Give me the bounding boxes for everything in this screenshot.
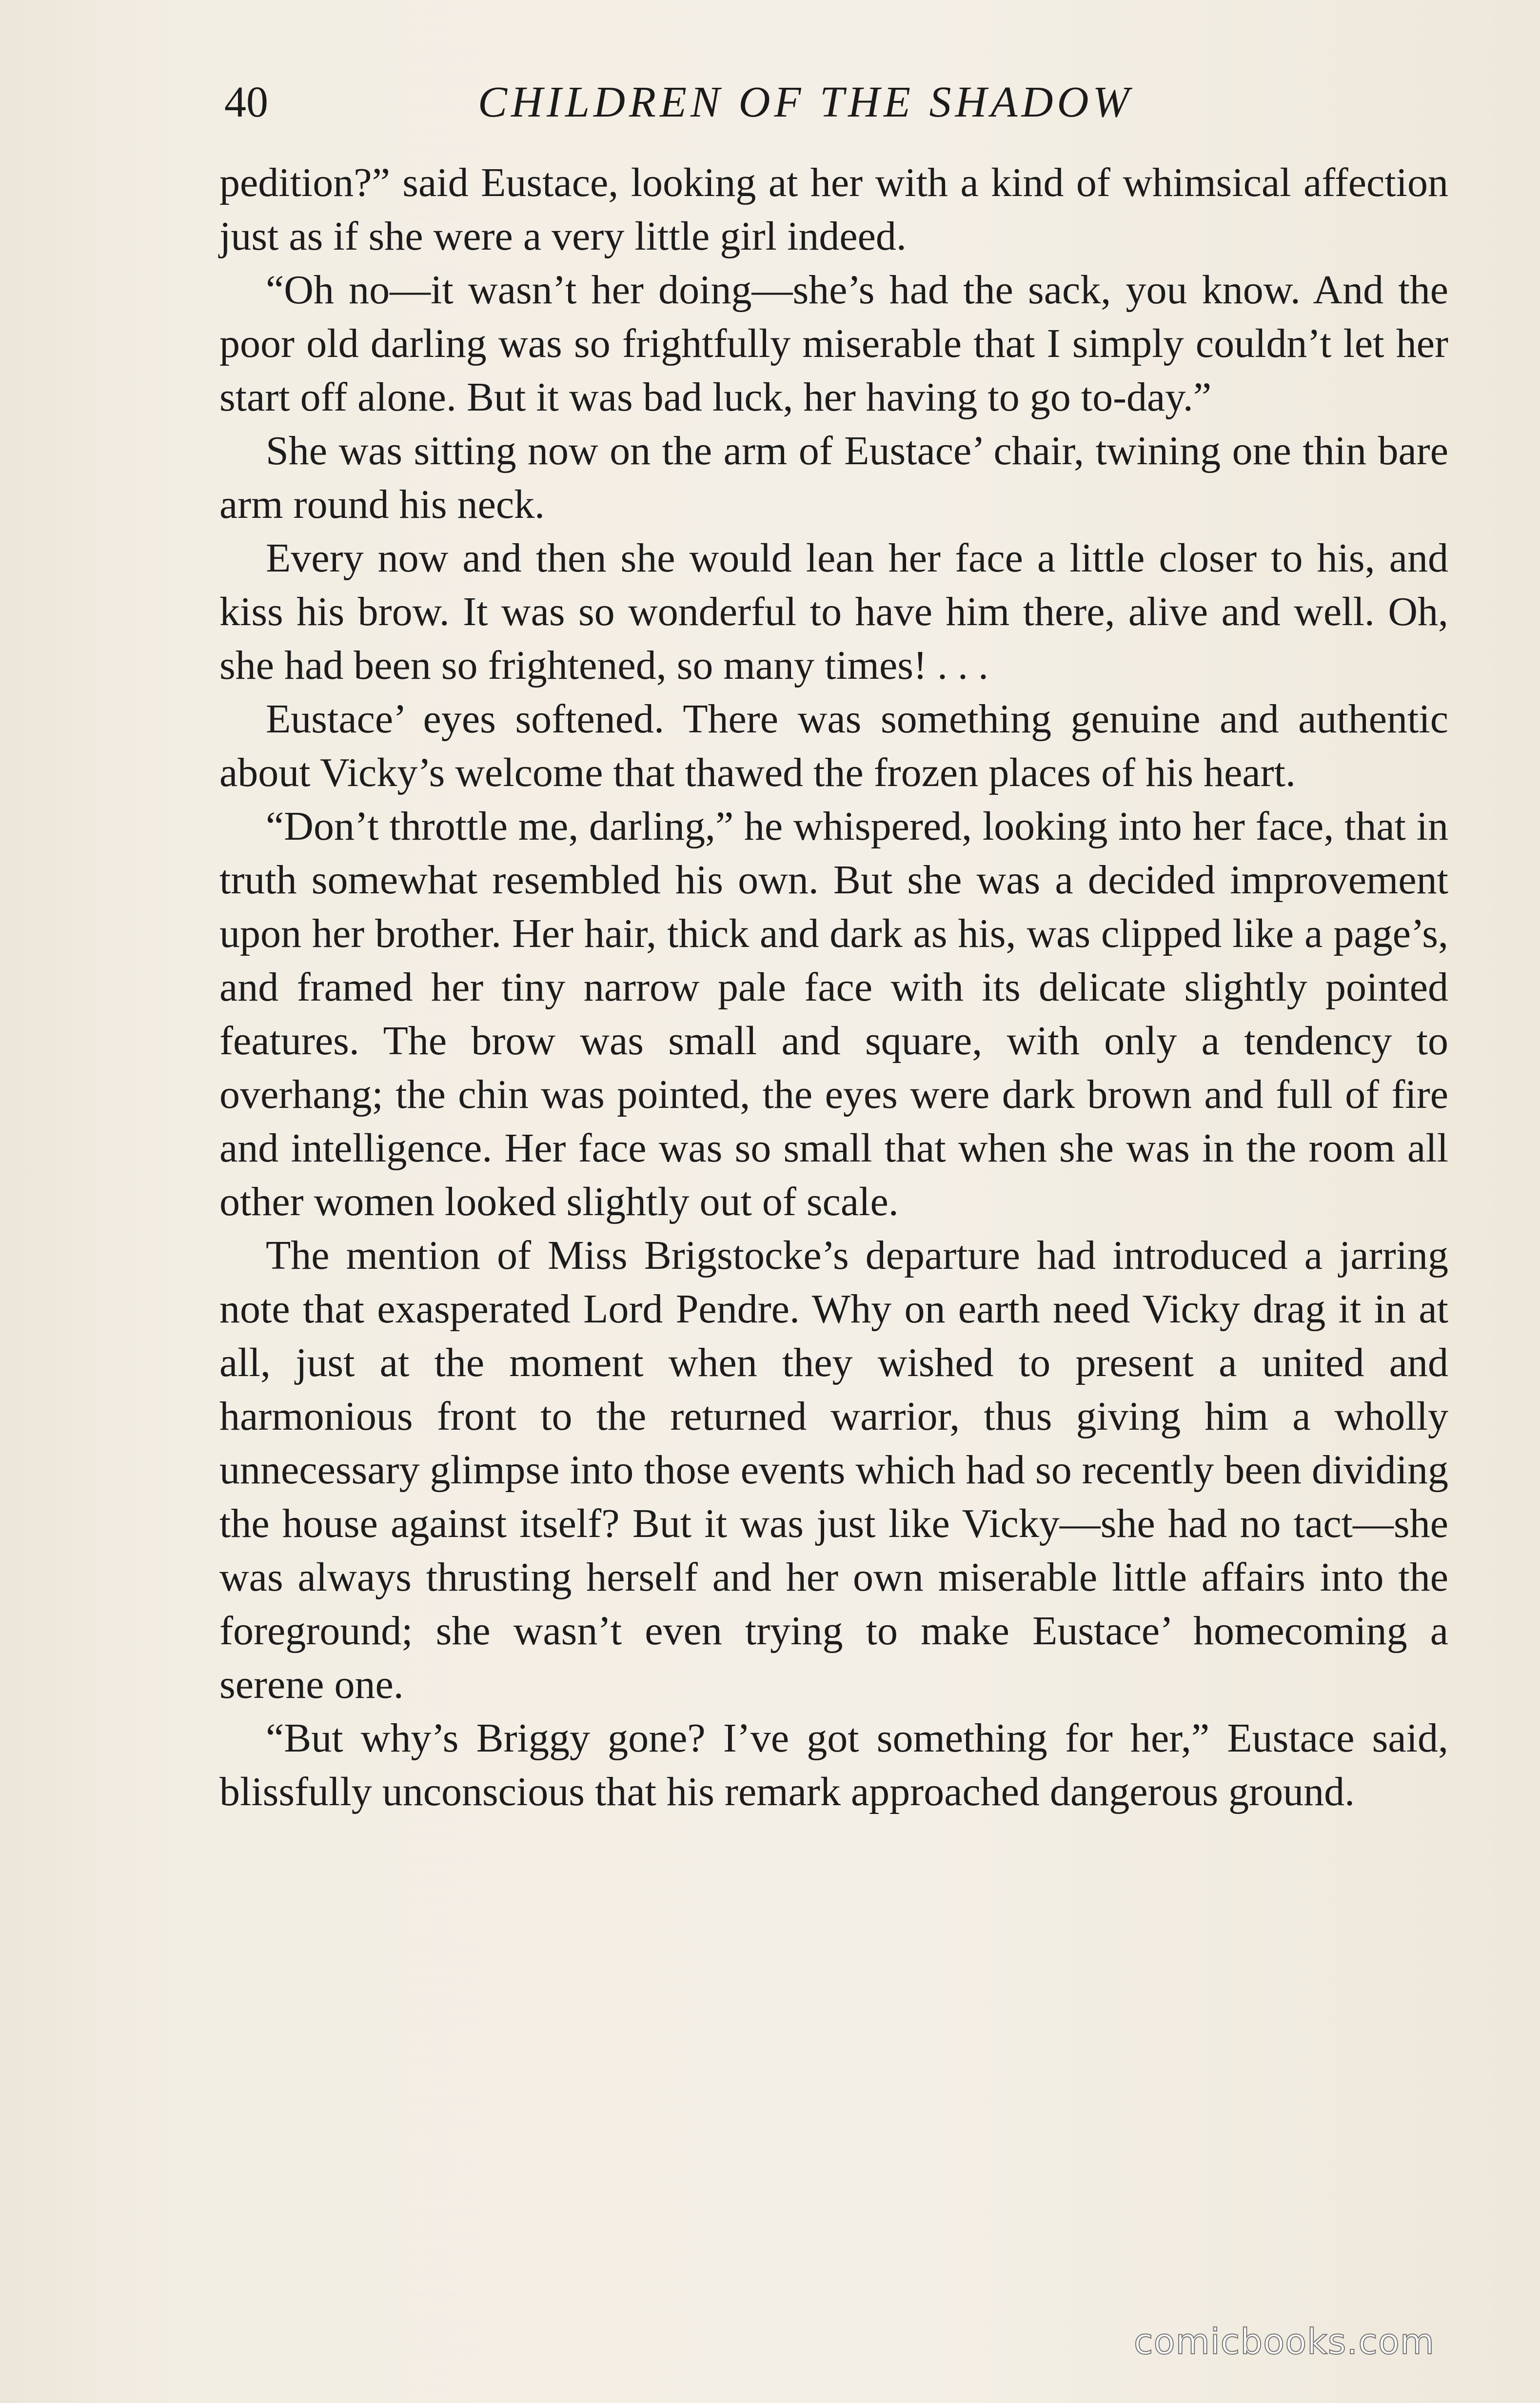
paragraph: “But why’s Briggy gone? I’ve got something for her,” Eustace said, blissfully unconscious that his remark approached dangerous ground.: [219, 1715, 1448, 1814]
paragraph: “Don’t throttle me, darling,” he whispered, looking into her face, that in truth somewhat resembled his own. But she was a decided improvement upon her brother. Her hair, thick and dark as his, was clipped like a page’s, and framed her tiny narrow pale face with its delicate slightly pointed features. The brow was small and square, with only a tendency to overhang; the chin was pointed, the eyes were dark brown and full of fire and intelligence. Her face was so small that when she was in the room all other women looked slightly out of scale.: [219, 804, 1448, 1224]
paragraph: pedition?” said Eustace, looking at her with a kind of whimsical affection just as if she were a very little girl indeed.: [219, 160, 1448, 259]
paragraph: The mention of Miss Brigstocke’s departure had introduced a jarring note that exasperated Lord Pendre. Why on earth need Vicky drag it in at all, just at the moment when they wished to present a united and harmonious front to the returned warrior, thus giving him a wholly unnecessary glimpse into those events which had so recently been dividing the house against itself? But it was just like Vicky—she had no tact—she was always thrusting herself and her own miserable little affairs into the foreground; she wasn’t even trying to make Eustace’ homecoming a serene one.: [219, 1233, 1448, 1707]
paragraph: She was sitting now on the arm of Eustace’ chair, twining one thin bare arm round his neck.: [219, 428, 1448, 527]
paragraph: Eustace’ eyes softened. There was something genuine and authentic about Vicky’s welcome that thawed the frozen places of his heart.: [219, 696, 1448, 795]
page-number: 40: [224, 78, 268, 126]
running-head: CHILDREN OF THE SHADOW: [478, 78, 1133, 126]
paragraph: Every now and then she would lean her face a little closer to his, and kiss his brow. It was so wonderful to have him there, alive and well. Oh, she had been so frightened, so many times! . . .: [219, 535, 1448, 688]
page-header: [224, 68, 1453, 137]
body-text: [219, 156, 1448, 1819]
watermark: comicbooks.com: [1134, 2321, 1435, 2362]
paragraph: “Oh no—it wasn’t her doing—she’s had the sack, you know. And the poor old darling was so frightfully miserable that I simply couldn’t let her start off alone. But it was bad luck, her having to go to-day.”: [219, 267, 1448, 420]
